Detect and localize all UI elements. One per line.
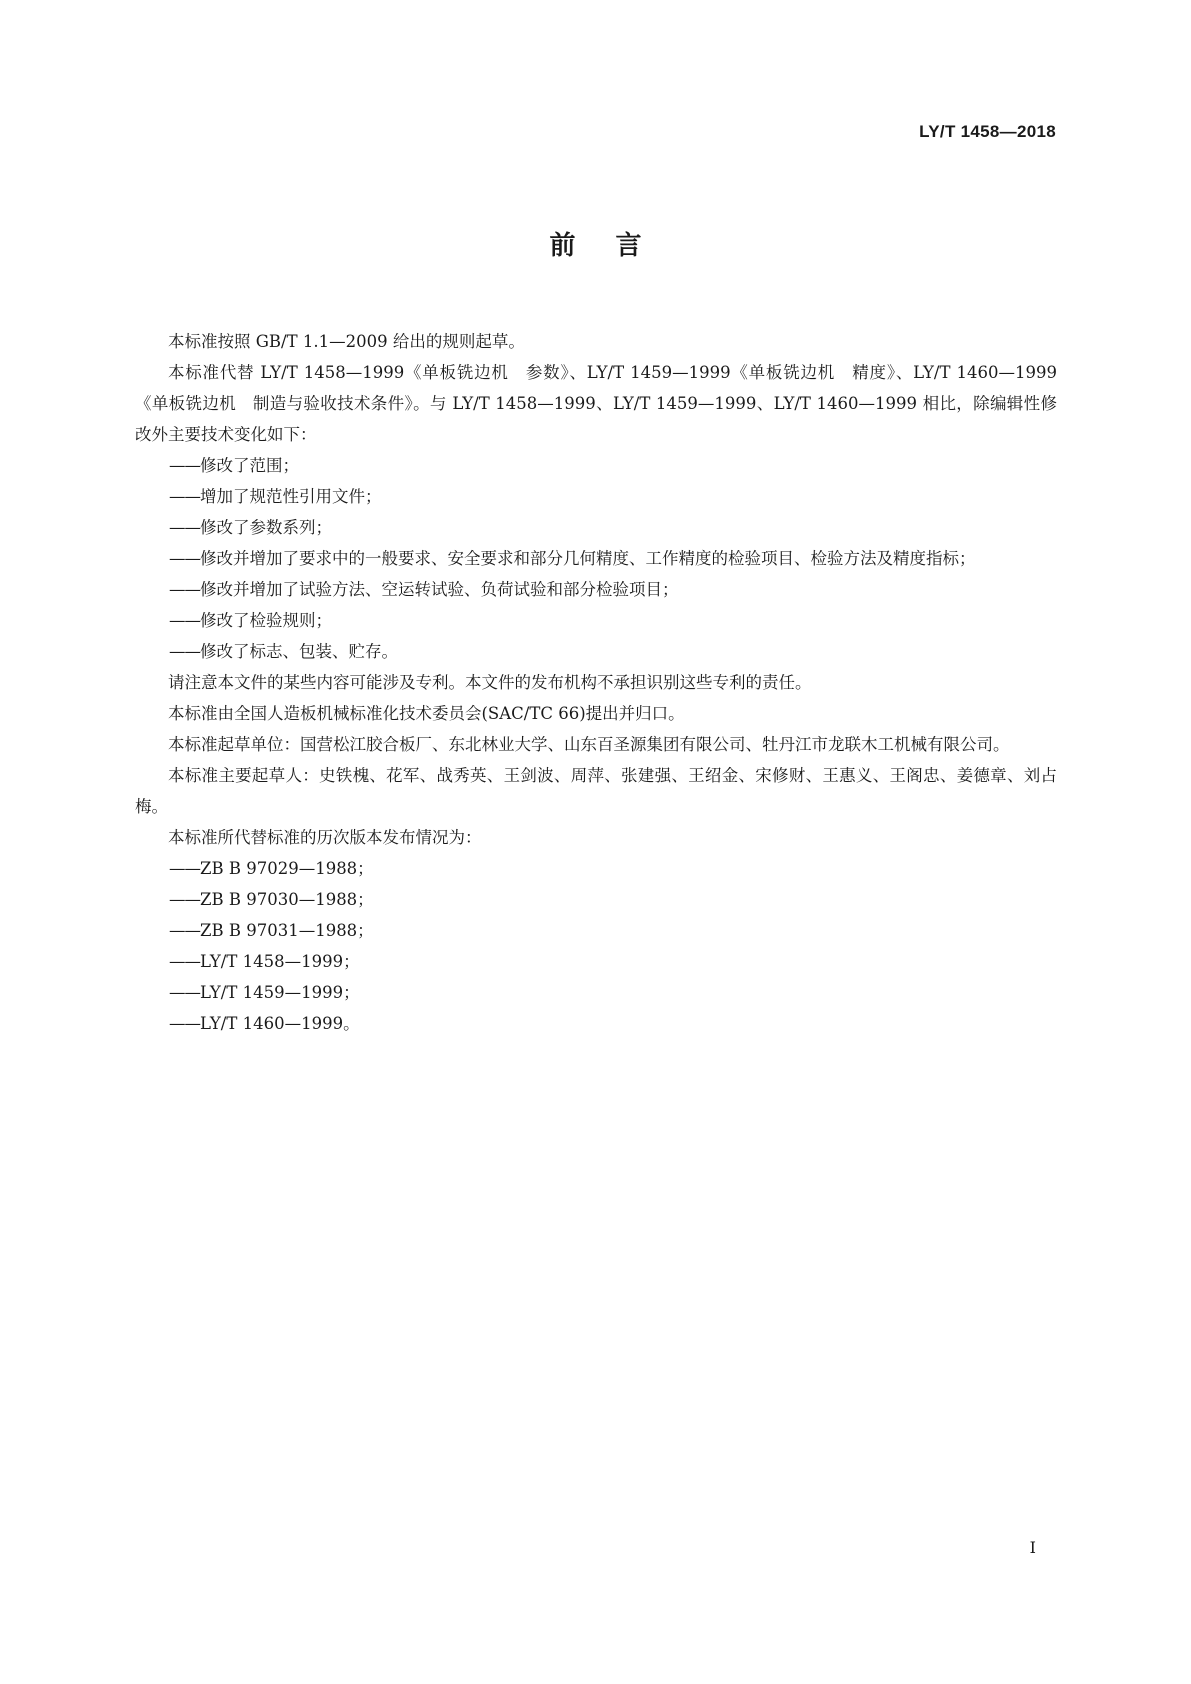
- list-item-text: 修改了标志、包装、贮存。: [200, 642, 398, 661]
- history-intro: 本标准所代替标准的历次版本发布情况为：: [168, 828, 482, 847]
- list-item: [135, 1008, 1057, 1039]
- foreword-body: [135, 326, 1057, 1039]
- dash-marker: ——: [169, 487, 200, 506]
- list-item: [135, 543, 1057, 574]
- paragraph-replacement: 本标准代替 LY/T 1458—1999《单板铣边机 参数》、LY/T 1459—1999《单板铣边机 精度》、LY/T 1460—1999《单板铣边机 制造与验收技术条件》。与 LY/T 1458—1999、LY/T 1459—1999、LY/T 1460—1999 相比，除编辑性修改外主要技术变化如下：: [135, 363, 1057, 444]
- patent-notice: 请注意本文件的某些内容可能涉及专利。本文件的发布机构不承担识别这些专利的责任。: [168, 673, 812, 692]
- list-item: [135, 636, 1057, 667]
- list-item-text: 修改了检验规则；: [200, 611, 332, 630]
- list-item: [135, 450, 1057, 481]
- list-item-text: ZB B 97029—1988；: [200, 859, 374, 878]
- dash-marker: ——: [169, 1014, 200, 1033]
- list-item: [135, 946, 1057, 977]
- paragraph-drafting-rules: 本标准按照 GB/T 1.1—2009 给出的规则起草。: [168, 332, 525, 351]
- proposer-statement: 本标准由全国人造板机械标准化技术委员会(SAC/TC 66)提出并归口。: [168, 704, 685, 723]
- dash-marker: ——: [169, 952, 200, 971]
- dash-marker: ——: [169, 518, 200, 537]
- page-number: I: [1029, 1538, 1036, 1557]
- list-item: [135, 605, 1057, 636]
- dash-marker: ——: [169, 549, 200, 568]
- dash-marker: ——: [169, 859, 200, 878]
- drafting-units: 本标准起草单位：国营松江胶合板厂、东北林业大学、山东百圣源集团有限公司、牡丹江市龙联木工机械有限公司。: [168, 735, 1010, 754]
- list-item: [135, 853, 1057, 884]
- history-list: [135, 853, 1057, 1039]
- dash-marker: ——: [169, 921, 200, 940]
- list-item-text: LY/T 1459—1999；: [200, 983, 360, 1002]
- dash-marker: ——: [169, 611, 200, 630]
- list-item: [135, 977, 1057, 1008]
- list-item: [135, 512, 1057, 543]
- list-item-text: 增加了规范性引用文件；: [200, 487, 382, 506]
- drafters: 本标准主要起草人：史铁槐、花军、战秀英、王剑波、周萍、张建强、王绍金、宋修财、王惠义、王阁忠、姜德章、刘占梅。: [135, 766, 1057, 816]
- dash-marker: ——: [169, 890, 200, 909]
- list-item-text: ZB B 97030—1988；: [200, 890, 374, 909]
- list-item-text: 修改并增加了试验方法、空运转试验、负荷试验和部分检验项目；: [200, 580, 679, 599]
- dash-marker: ——: [169, 456, 200, 475]
- dash-marker: ——: [169, 580, 200, 599]
- standard-code: LY/T 1458—2018: [919, 122, 1056, 141]
- page-title: 前言: [549, 231, 682, 261]
- list-item-text: LY/T 1460—1999。: [200, 1014, 360, 1033]
- dash-marker: ——: [169, 983, 200, 1002]
- list-item: [135, 574, 1057, 605]
- list-item: [135, 481, 1057, 512]
- changes-list: [135, 450, 1057, 667]
- list-item-text: ZB B 97031—1988；: [200, 921, 374, 940]
- list-item-text: LY/T 1458—1999；: [200, 952, 360, 971]
- list-item-text: 修改了范围；: [200, 456, 299, 475]
- list-item-text: 修改了参数系列；: [200, 518, 332, 537]
- list-item: [135, 884, 1057, 915]
- list-item: [135, 915, 1057, 946]
- list-item-text: 修改并增加了要求中的一般要求、安全要求和部分几何精度、工作精度的检验项目、检验方法及精度指标；: [200, 549, 976, 568]
- dash-marker: ——: [169, 642, 200, 661]
